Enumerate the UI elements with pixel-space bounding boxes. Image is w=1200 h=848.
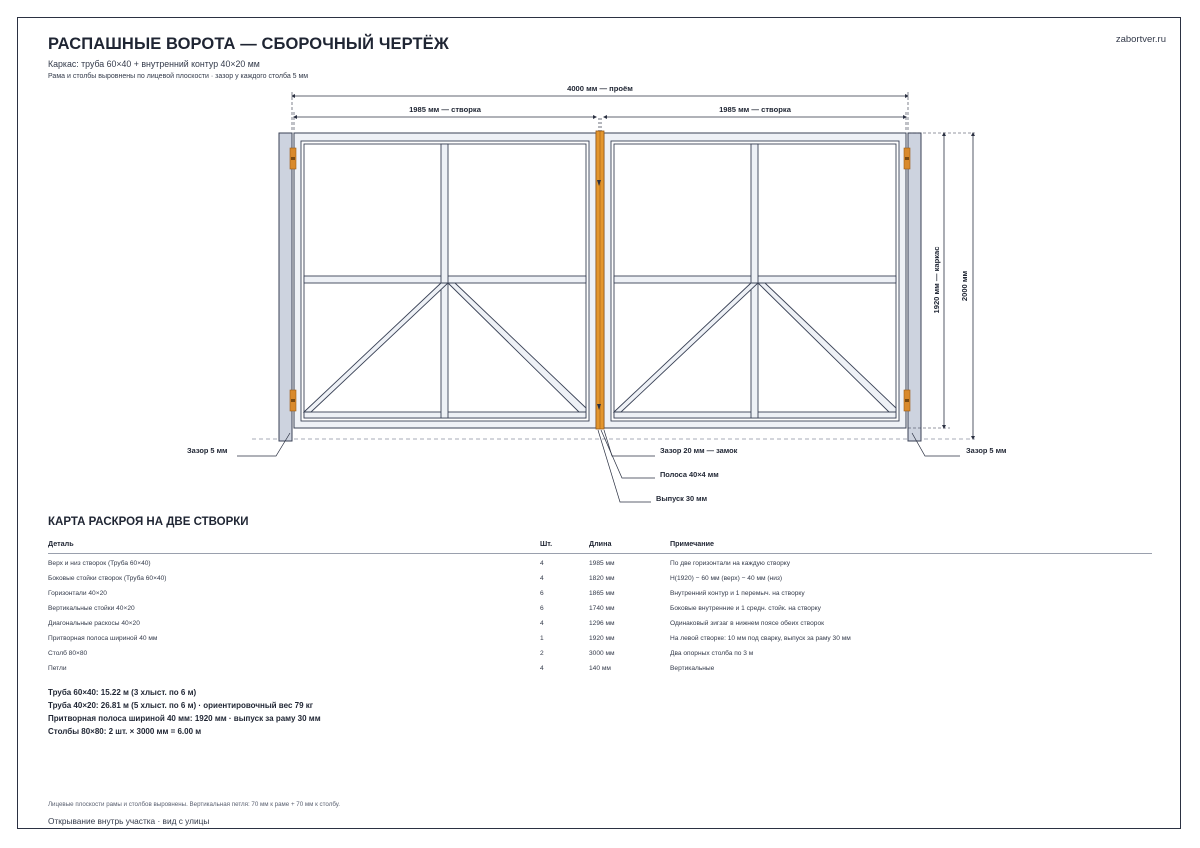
strip-label: Полоса 40×4 мм — [660, 470, 719, 479]
opening-dim-label: 4000 мм — проём — [567, 84, 633, 93]
site-link[interactable]: zabortver.ru — [1115, 34, 1166, 45]
footnote: Лицевые плоскости рамы и столбов выровнены. Вертикальная петля: 70 мм к раме + 70 мм к столбу. — [48, 801, 340, 808]
leaf-right-dim-label: 1985 мм — створка — [719, 105, 791, 114]
gap-right-label: Зазор 5 мм — [966, 446, 1007, 455]
col-header-part: Деталь — [48, 539, 74, 548]
frame-height-dim-label: 1920 мм — каркас — [932, 246, 941, 314]
lock-gap-label: Зазор 20 мм — замок — [660, 446, 738, 455]
table-row: Петли 4 140 мм Вертикальные — [48, 665, 715, 672]
table-row: Вертикальные стойки 40×20 6 1740 мм Боковые внутренние и 1 средн. стойк. на створку — [48, 605, 821, 612]
lock-gap-leader — [604, 430, 655, 456]
cutting-table-title: КАРТА РАСКРОЯ НА ДВЕ СТВОРКИ — [48, 516, 249, 528]
summary-line: Труба 60×40: 15.22 м (3 хлыст. по 6 м) — [48, 688, 197, 697]
col-header-length: Длина — [589, 539, 612, 548]
left-leaf — [294, 133, 596, 428]
table-row: Верх и низ створок (Труба 60×40) 4 1985 мм По две горизонтали на каждую створку — [48, 560, 791, 567]
summary-line: Труба 40×20: 26.81 м (5 хлыст. по 6 м) · ориентировочный вес 79 кг — [48, 701, 314, 710]
summary-line: Столбы 80×80: 2 шт. × 3000 мм = 6.00 м — [48, 727, 202, 736]
overhang-label: Выпуск 30 мм — [656, 494, 708, 503]
page-title: РАСПАШНЫЕ ВОРОТА — СБОРОЧНЫЙ ЧЕРТЁЖ — [48, 35, 449, 53]
gap-left-label: Зазор 5 мм — [187, 446, 228, 455]
page-subtitle: Каркас: труба 60×40 + внутренний контур 40×20 мм — [48, 59, 260, 69]
table-row: Диагональные раскосы 40×20 4 1296 мм Одинаковый зигзаг в нижнем поясе обеих створок — [48, 620, 824, 627]
right-leaf — [604, 133, 906, 428]
col-header-qty: Шт. — [540, 539, 553, 548]
col-header-note: Примечание — [670, 539, 715, 548]
footer-caption: Открывание внутрь участка · вид с улицы — [48, 816, 210, 826]
leaf-left-dim-label: 1985 мм — створка — [409, 105, 481, 114]
post-height-dim-label: 2000 мм — [960, 270, 969, 302]
table-row: Горизонтали 40×20 6 1865 мм Внутренний контур и 1 перемыч. на створку — [48, 590, 805, 597]
table-row: Боковые стойки створок (Труба 60×40) 4 1820 мм H(1920) − 60 мм (верх) − 40 мм (низ) — [48, 575, 783, 582]
table-row: Столб 80×80 2 3000 мм Два опорных столба по 3 м — [48, 650, 754, 657]
strip-leader — [601, 430, 655, 478]
alignment-note: Рама и столбы выровнены по лицевой плоскости · зазор у каждого столба 5 мм — [48, 73, 309, 80]
table-header-rule — [48, 553, 1152, 554]
summary-line: Притворная полоса шириной 40 мм: 1920 мм · выпуск за раму 30 мм — [48, 714, 321, 723]
table-row: Притворная полоса шириной 40 мм 1 1920 мм На левой створке: 10 мм под сварку, выпуск за раму 30 мм — [48, 635, 851, 642]
